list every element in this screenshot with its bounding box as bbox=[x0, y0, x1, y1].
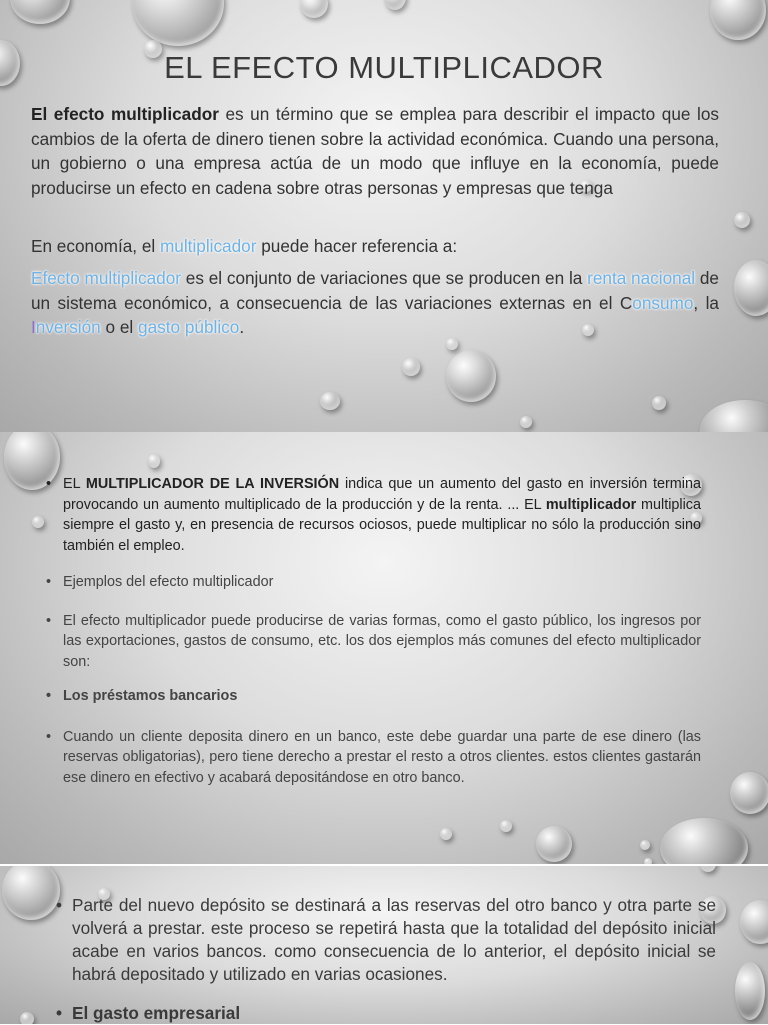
gasto-publico-link[interactable]: gasto público bbox=[138, 317, 240, 338]
bullet-formas: • El efecto multiplicador puede producirse de varias formas, como el gasto público, los ingresos por las exportaciones, gastos de consumo, etc. los dos ejemplos más comunes del efecto multiplicador son: bbox=[44, 611, 701, 673]
water-drop bbox=[640, 840, 650, 850]
b1-bold-2: multiplicador bbox=[545, 496, 637, 513]
intro-paragraph bbox=[31, 102, 719, 200]
water-drop bbox=[734, 260, 768, 316]
effect-text-4: o el bbox=[100, 317, 139, 338]
bullet-gasto-empresarial: • El gasto empresarial bbox=[56, 1002, 716, 1025]
efecto-multiplicador-link[interactable]: Efecto multiplicador bbox=[31, 268, 181, 288]
inversion-link-initial[interactable]: I bbox=[31, 317, 36, 338]
water-drop bbox=[402, 358, 420, 376]
water-drop bbox=[446, 338, 458, 350]
water-drop bbox=[300, 0, 328, 18]
intro-bold-term: El efecto multiplicador bbox=[31, 104, 219, 124]
effect-text-2: de un sistema económico, a consecuencia de las variaciones externas en el C bbox=[31, 268, 719, 313]
intro-text: es un término que se emplea para describir el impacto que los cambios de la oferta de dinero tienen sobre la actividad económica. Cuando una persona, un gobierno o una empresa actúa de un modo que influye en la economía, puede producirse un efecto en cadena sobre otras personas y empresas que tenga bbox=[31, 104, 720, 198]
effect-text-5: . bbox=[239, 317, 245, 338]
definition-suffix: puede hacer referencia a: bbox=[256, 236, 458, 256]
bullet-ejemplos: • Ejemplos del efecto multiplicador bbox=[44, 572, 701, 593]
water-drop bbox=[700, 866, 716, 872]
water-drop bbox=[735, 962, 765, 1020]
water-drop bbox=[148, 454, 160, 468]
water-drop bbox=[2, 866, 60, 920]
water-drop bbox=[700, 400, 768, 432]
water-drop bbox=[710, 0, 766, 40]
inversion-link[interactable]: nversión bbox=[35, 317, 101, 338]
bullet-prestamos bbox=[44, 686, 701, 707]
b1-end: multiplica siempre el gasto y, en presencia de recursos ociosos, puede multiplicar no sólo la producción sino también el empleo. bbox=[63, 496, 701, 554]
consumo-link[interactable]: onsumo bbox=[632, 292, 694, 313]
slide-title: EL EFECTO MULTIPLICADOR bbox=[164, 50, 604, 85]
effect-text-3: , la bbox=[693, 292, 719, 313]
b1-prefix: EL bbox=[63, 476, 86, 492]
slide-1 bbox=[0, 0, 768, 432]
definition-prefix: En economía, el bbox=[31, 236, 160, 256]
bullet-cliente-deposita: • Cuando un cliente deposita dinero en un banco, este debe guardar una parte de ese dinero (las reservas obligatorias), pero tiene derecho a prestar el resto a otros clientes. estos clientes gastarán ese dinero en efectivo y acabará depositándose en otro banco. bbox=[44, 727, 701, 789]
b4-text: Los préstamos bancarios bbox=[63, 688, 238, 704]
water-drop bbox=[132, 0, 224, 46]
b1-middle: indica que un aumento del gasto en inversión termina provocando un aumento multiplicado de la producción y de la renta. ... EL bbox=[63, 476, 701, 513]
water-drop bbox=[520, 416, 532, 428]
bullet-nuevo-deposito: • Parte del nuevo depósito se destinará a las reservas del otro banco y otra parte se volverá a prestar. este proceso se repetirá hasta que la totalidad del depósito inicial acabe en varios bancos. como consecuencia de lo anterior, el depósito inicial se habrá depositado y utilizado en varias ocasiones. bbox=[56, 894, 716, 986]
slide-2 bbox=[0, 432, 768, 864]
definition-paragraph bbox=[31, 234, 719, 259]
water-drop bbox=[440, 828, 452, 840]
slide-2-bullets bbox=[44, 474, 701, 788]
multiplicador-link[interactable]: multiplicador bbox=[159, 236, 257, 256]
bullet-multiplicador-inversion bbox=[44, 474, 701, 556]
water-drop bbox=[384, 0, 406, 10]
water-drop bbox=[652, 396, 666, 410]
water-drop bbox=[660, 818, 748, 864]
water-drop bbox=[500, 820, 512, 832]
renta-nacional-link[interactable]: renta nacional bbox=[587, 268, 696, 288]
slide-3-bullets bbox=[56, 894, 716, 1025]
effect-text-1: es el conjunto de variaciones que se producen en la bbox=[180, 268, 588, 288]
water-drop bbox=[32, 516, 44, 528]
water-drop bbox=[734, 212, 750, 228]
water-drop bbox=[730, 772, 768, 814]
water-drop bbox=[20, 1012, 34, 1024]
water-drop bbox=[740, 900, 768, 944]
effect-paragraph bbox=[31, 266, 719, 340]
b1-bold: MULTIPLICADOR DE LA INVERSIÓN bbox=[85, 476, 340, 492]
water-drop bbox=[446, 350, 496, 402]
water-drop bbox=[536, 826, 572, 862]
water-drop bbox=[10, 0, 70, 24]
water-drop bbox=[320, 392, 340, 410]
